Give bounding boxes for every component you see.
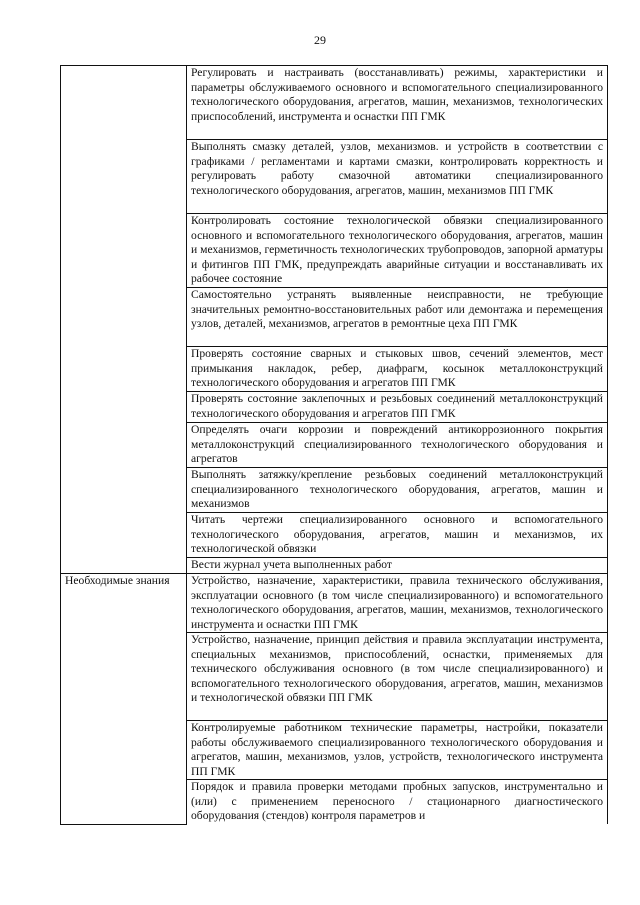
table-row bbox=[61, 66, 608, 140]
knowledge-cell: Порядок и правила проверки методами пробных запусков, инструментально и (или) с применением переносного / стационарного диагностического оборудования (стендов) контроля параметров и bbox=[187, 780, 608, 825]
skill-cell: Выполнять смазку деталей, узлов, механизмов. и устройств в соответствии с графиками / регламентами и картами смазки, контролировать корректность и регулировать работу смазочной автоматики специализированного технологического оборудования, агрегатов, машин, механизмов ПП ГМК bbox=[187, 140, 608, 214]
knowledge-cell: Устройство, назначение, характеристики, правила технического обслуживания, эксплуатации основного (в том числе специализированного) и вспомогательного технологического оборудования, агрегатов, машин, механизмов, технологического инструмента и оснастки ПП ГМК bbox=[187, 574, 608, 633]
knowledge-label: Необходимые знания bbox=[61, 574, 187, 825]
skill-cell: Проверять состояние сварных и стыковых швов, сечений элементов, мест примыкания накладок, ребер, диафрагм, косынок металлоконструкций технологического оборудования и агрегатов ПП ГМК bbox=[187, 347, 608, 392]
skill-cell: Контролировать состояние технологической обвязки специализированного основного и вспомогательного технологического оборудования, агрегатов, машин и механизмов, герметичность технологических трубопроводов, запорной арматуры и фитингов ПП ГМК, предупреждать аварийные ситуации и восстанавливать их рабочее состояние bbox=[187, 214, 608, 288]
skills-label-cell bbox=[61, 66, 187, 574]
competency-table bbox=[60, 65, 608, 825]
skill-cell: Определять очаги коррозии и повреждений антикоррозионного покрытия металлоконструкций специализированного технологического оборудования и агрегатов bbox=[187, 423, 608, 468]
skill-cell: Самостоятельно устранять выявленные неисправности, не требующие значительных ремонтно-восстановительных работ или демонтажа и перемещения узлов, деталей, механизмов, агрегатов в ремонтные цеха ПП ГМК bbox=[187, 288, 608, 347]
table-row bbox=[61, 574, 608, 633]
skill-cell: Проверять состояние заклепочных и резьбовых соединений металлоконструкций технологического оборудования и агрегатов ПП ГМК bbox=[187, 392, 608, 423]
page-number: 29 bbox=[314, 33, 326, 47]
skill-cell: Регулировать и настраивать (восстанавливать) режимы, характеристики и параметры обслуживаемого основного и вспомогательного специализированного технологического оборудования, агрегатов, машин, механизмов, технологических приспособлений, инструмента и оснастки ПП ГМК bbox=[187, 66, 608, 140]
knowledge-cell: Устройство, назначение, принцип действия и правила эксплуатации инструмента, специальных механизмов, приспособлений, оснастки, применяемых для технического обслуживания основного (в том числе специализированного) и вспомогательного технологического оборудования, агрегатов, машин, механизмов и технологической обвязки ПП ГМК bbox=[187, 633, 608, 721]
skill-cell: Читать чертежи специализированного основного и вспомогательного технологического оборудования, агрегатов, машин и механизмов, их технологической обвязки bbox=[187, 513, 608, 558]
knowledge-cell: Контролируемые работником технические параметры, настройки, показатели работы обслуживаемого специализированного технологического оборудования и агрегатов, машин, механизмов, узлов, устройств, технологического инструмента ПП ГМК bbox=[187, 721, 608, 780]
skill-cell: Вести журнал учета выполненных работ bbox=[187, 558, 608, 574]
skill-cell: Выполнять затяжку/крепление резьбовых соединений металлоконструкций специализированного технологического оборудования, агрегатов, машин и механизмов bbox=[187, 468, 608, 513]
